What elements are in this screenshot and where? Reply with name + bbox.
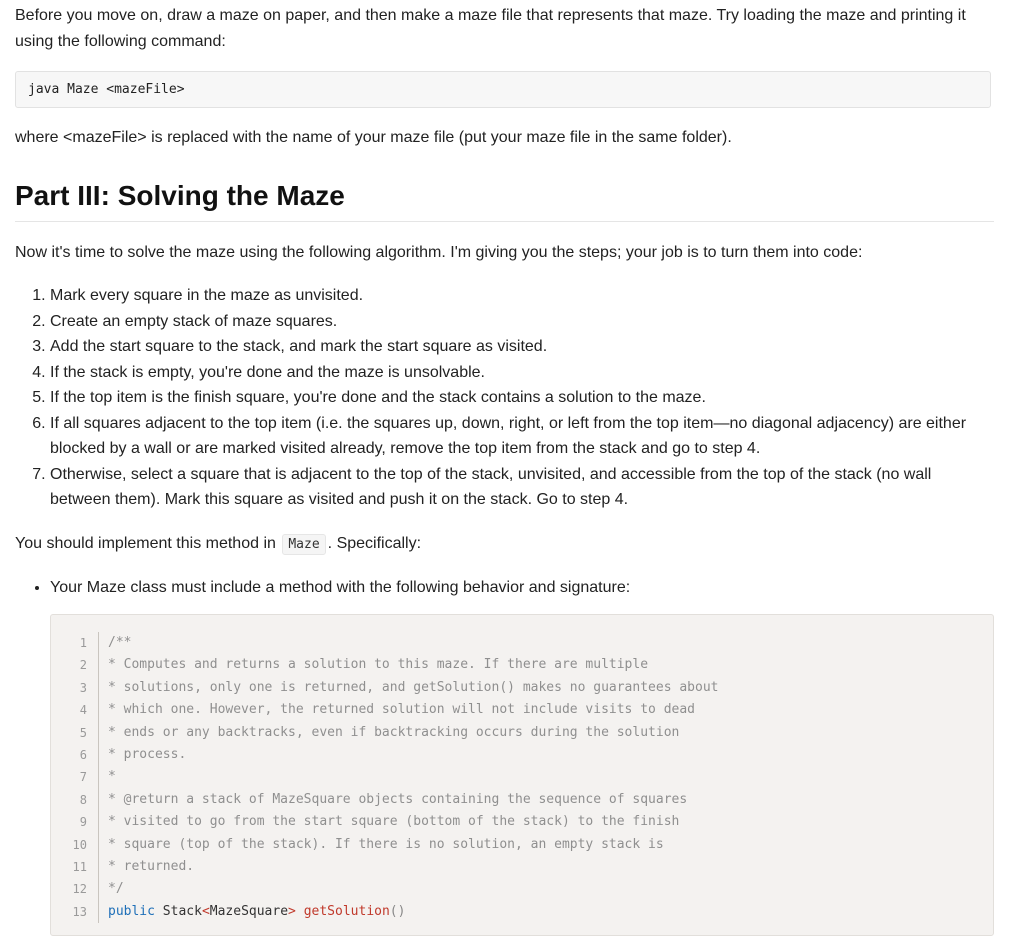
line-number: 11 bbox=[51, 856, 99, 878]
method-signature bbox=[99, 901, 405, 923]
code-line bbox=[51, 901, 993, 923]
line-number: 2 bbox=[51, 654, 99, 676]
generic-close: > bbox=[288, 903, 296, 919]
list-item: 2. Create an empty stack of maze squares. bbox=[50, 309, 995, 335]
line-number: 12 bbox=[51, 878, 99, 900]
code-comment: * returned. bbox=[108, 858, 195, 874]
list-item: 7. Otherwise, select a square that is adjacent to the top of the stack, unvisited, and accessible from the top of the stack (no wall between them). Mark this square as visited and push it on the stack. Go to step 4. bbox=[50, 462, 995, 513]
implement-text-after: . Specifically: bbox=[327, 534, 422, 552]
line-number: 3 bbox=[51, 677, 99, 699]
line-number: 6 bbox=[51, 744, 99, 766]
code-line bbox=[51, 744, 993, 766]
code-comment: * @return a stack of MazeSquare objects containing the sequence of squares bbox=[108, 791, 688, 807]
list-item: 4. If the stack is empty, you're done and the maze is unsolvable. bbox=[50, 360, 995, 386]
list-item: 6. If all squares adjacent to the top item (i.e. the squares up, down, right, or left from the top item—no diagonal adjacency) are either blocked by a wall or are marked visited already, remove the top item from the stack and go to step 4. bbox=[50, 411, 995, 462]
code-comment: * process. bbox=[108, 746, 187, 762]
code-line bbox=[51, 722, 993, 744]
code-comment: * bbox=[108, 769, 116, 785]
section-lead-paragraph: Now it's time to solve the maze using the following algorithm. I'm giving you the steps; your job is to turn them into code: bbox=[15, 244, 863, 261]
implement-paragraph bbox=[15, 531, 994, 557]
code-comment: /** bbox=[108, 635, 132, 650]
code-line bbox=[51, 811, 993, 833]
code-line bbox=[51, 878, 993, 900]
keyword-public: public bbox=[108, 903, 155, 919]
line-number: 13 bbox=[51, 901, 99, 923]
list-item: 3. Add the start square to the stack, and mark the start square as visited. bbox=[50, 334, 995, 360]
command-code: java Maze <mazeFile> bbox=[28, 82, 185, 97]
code-line bbox=[51, 632, 993, 654]
line-number: 9 bbox=[51, 811, 99, 833]
list-item: • Your Maze class must include a method with the following behavior and signature: bbox=[50, 575, 994, 601]
code-line bbox=[51, 789, 993, 811]
code-line bbox=[51, 654, 993, 676]
code-line bbox=[51, 699, 993, 721]
method-code-block bbox=[50, 614, 994, 936]
algorithm-steps-list bbox=[15, 283, 995, 513]
method-name: getSolution bbox=[303, 903, 390, 919]
code-comment: * square (top of the stack). If there is no solution, an empty stack is bbox=[108, 836, 664, 852]
line-number: 4 bbox=[51, 699, 99, 721]
line-number: 8 bbox=[51, 789, 99, 811]
line-number: 1 bbox=[51, 632, 99, 654]
generic-open: < bbox=[201, 903, 210, 919]
code-comment: * Computes and returns a solution to this maze. If there are multiple bbox=[108, 657, 649, 673]
line-number: 10 bbox=[51, 834, 99, 856]
line-number: 5 bbox=[51, 722, 99, 744]
list-item: 5. If the top item is the finish square, you're done and the stack contains a solution to the maze. bbox=[50, 385, 995, 411]
section-heading: Part III: Solving the Maze bbox=[15, 178, 994, 222]
code-line bbox=[51, 834, 993, 856]
implement-text-before: You should implement this method in bbox=[15, 534, 276, 552]
method-parens: () bbox=[389, 903, 406, 919]
code-line bbox=[51, 677, 993, 699]
code-comment: * ends or any backtracks, even if backtracking occurs during the solution bbox=[108, 724, 680, 740]
type-mazesquare: MazeSquare bbox=[209, 903, 289, 919]
code-line bbox=[51, 856, 993, 878]
line-number: 7 bbox=[51, 766, 99, 788]
command-code-block bbox=[15, 71, 991, 108]
code-comment: */ bbox=[108, 881, 124, 897]
code-comment: * visited to go from the start square (bottom of the stack) to the finish bbox=[108, 814, 680, 830]
code-line bbox=[51, 766, 993, 788]
type-stack: Stack bbox=[162, 903, 202, 919]
code-comment: * which one. However, the returned solution will not include visits to dead bbox=[108, 702, 695, 718]
intro-paragraph: Before you move on, draw a maze on paper, and then make a maze file that represents that maze. Try loading the maze and printing it using the following command: bbox=[15, 7, 966, 50]
requirements-list bbox=[15, 575, 994, 601]
maze-inline-code: Maze bbox=[282, 534, 325, 555]
command-explanation: where <mazeFile> is replaced with the name of your maze file (put your maze file in the same folder). bbox=[15, 129, 732, 146]
code-comment: * solutions, only one is returned, and getSolution() makes no guarantees about bbox=[108, 679, 719, 695]
list-item: 1. Mark every square in the maze as unvisited. bbox=[50, 283, 995, 309]
